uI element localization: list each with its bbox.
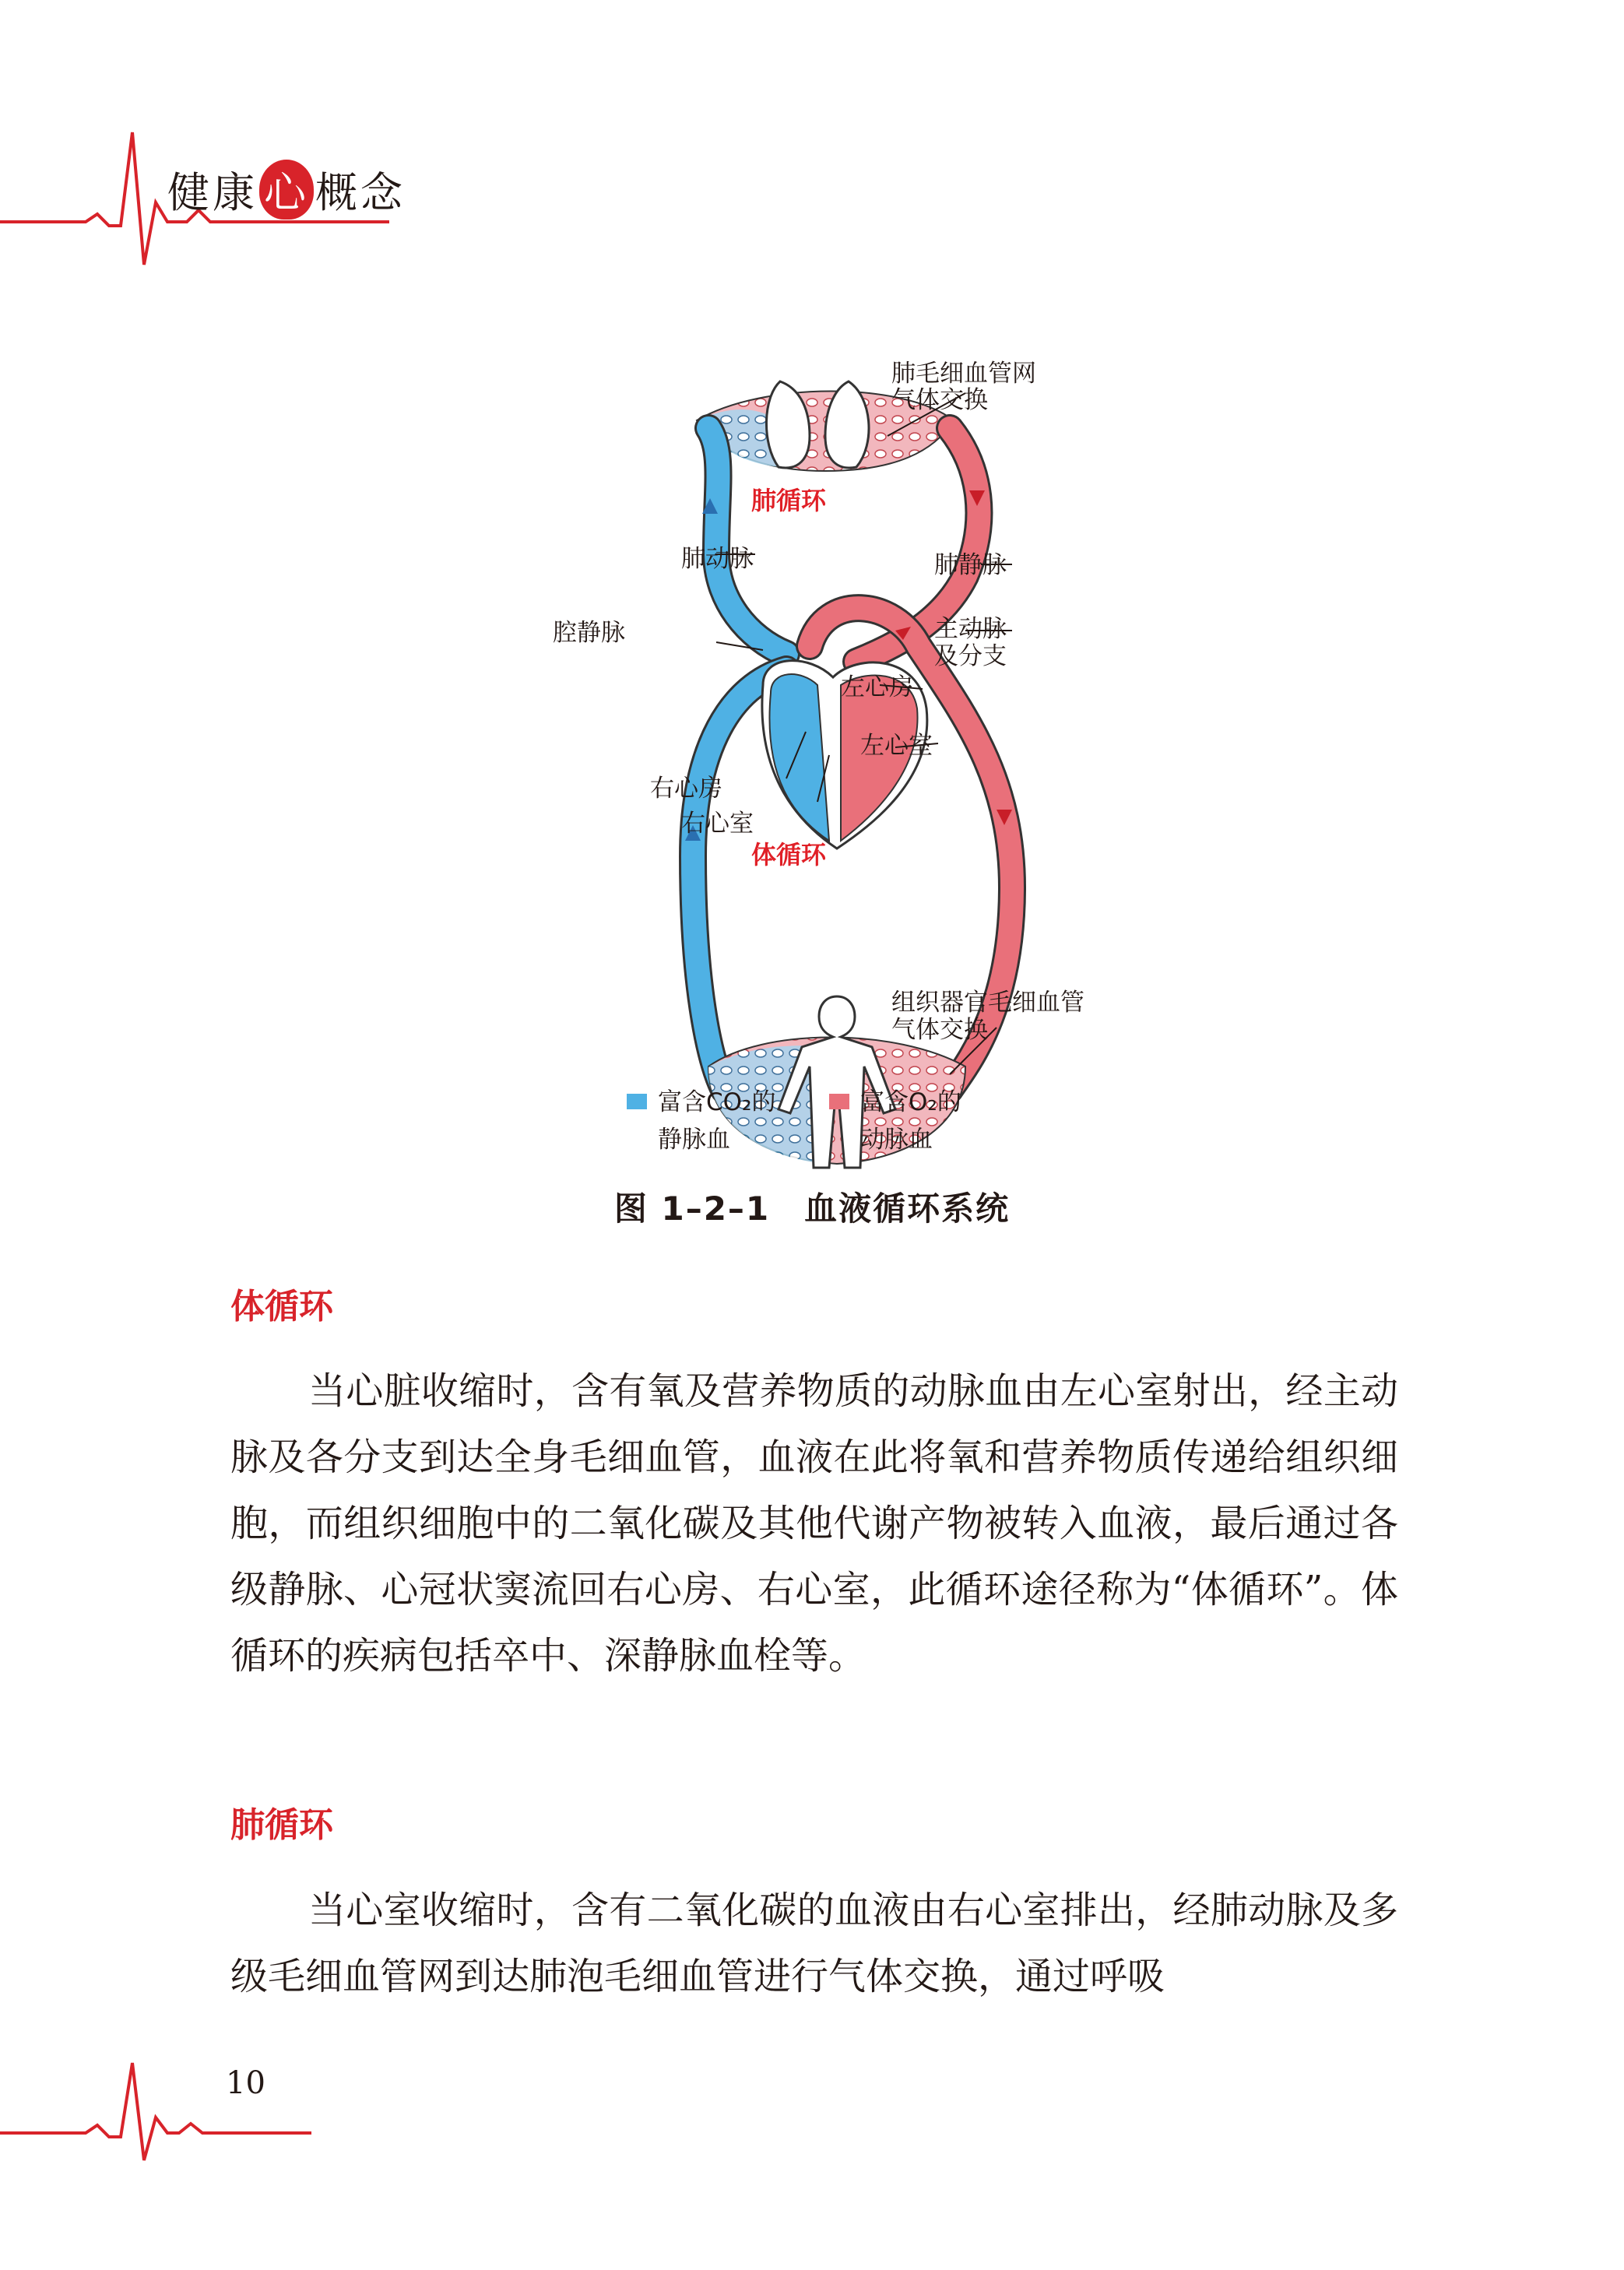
label-left-atrium: 左心房 (841, 673, 913, 701)
label-systemic-circulation: 体循环 (751, 840, 827, 870)
header-title-text-after: 概念 (315, 168, 406, 217)
legend-swatch-arterial (829, 1094, 849, 1109)
legend-venous-line2: 静脉血 (658, 1126, 730, 1154)
label-gas-exchange-bottom: 气体交换 (891, 1016, 988, 1044)
legend-arterial-line2: 动脉血 (860, 1126, 933, 1154)
legend-swatch-venous (627, 1094, 647, 1109)
label-aorta-branches: 及分支 (934, 642, 1007, 670)
legend-venous-line1: 富含CO₂的 (658, 1088, 776, 1116)
circulation-diagram (529, 343, 1121, 1183)
paragraph-systemic: 当心脏收缩时，含有氧及营养物质的动脉血由左心室射出，经主动脉及各分支到达全身毛细血管，血液在此将氧和营养物质传递给组织细胞，而组织细胞中的二氧化碳及其他代谢产物被转入血液，最后通过各级静脉、心冠状窦流回右心房、右心室，此循环途径称为“体循环”。体循环的疾病包括卒中、深静脉血栓等。 (230, 1369, 1398, 1678)
circulation-figure (529, 343, 1121, 1183)
page-number: 10 (226, 2065, 265, 2101)
legend-arterial-line1: 富含O₂的 (860, 1088, 961, 1116)
section-heading-pulmonary: 肺循环 (230, 1805, 333, 1845)
heart-icon: 心 (259, 160, 314, 220)
header-title-text-before: 健康 (167, 168, 258, 217)
label-tissue-capillary: 组织器官毛细血管 (891, 989, 1084, 1017)
header-title (167, 160, 406, 220)
paragraph-pulmonary: 当心室收缩时，含有二氧化碳的血液由右心室排出，经肺动脉及多级毛细血管网到达肺泡毛细血管进行气体交换，通过呼吸 (230, 1889, 1398, 1998)
label-right-ventricle: 右心室 (681, 810, 754, 838)
label-gas-exchange-top: 气体交换 (891, 386, 988, 414)
label-right-atrium: 右心房 (650, 775, 722, 803)
label-left-ventricle: 左心室 (860, 732, 933, 760)
label-pulmonary-artery: 肺动脉 (681, 545, 754, 573)
label-pulmonary-vein: 肺静脉 (934, 551, 1007, 579)
section-heading-systemic: 体循环 (230, 1287, 333, 1327)
label-vena-cava: 腔静脉 (553, 619, 625, 647)
label-aorta: 主动脉 (934, 615, 1007, 643)
figure-caption: 图 1–2–1 血液循环系统 (613, 1189, 1011, 1228)
label-pulmonary-circulation: 肺循环 (751, 486, 827, 515)
label-lung-capillary: 肺毛细血管网 (891, 360, 1036, 388)
